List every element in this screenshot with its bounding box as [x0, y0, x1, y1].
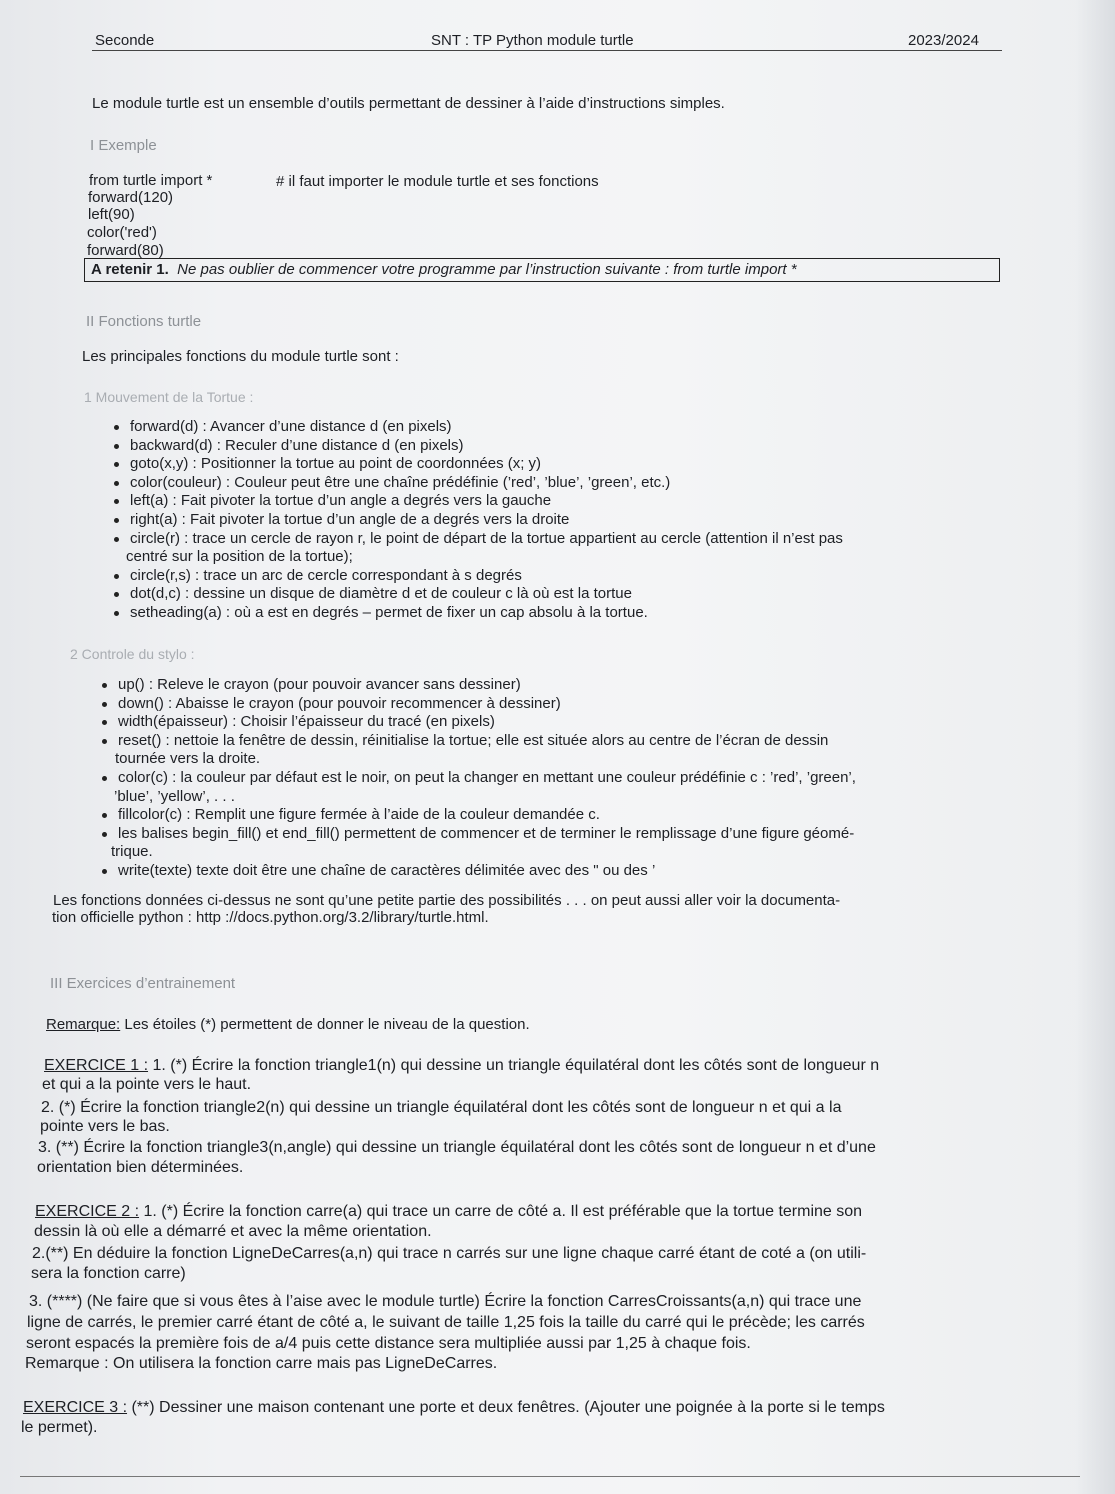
exercise-1-text: 1. (*) Écrire la fonction triangle1(n) qui dessine un triangle équilatéral dont les côtés sont de longueur n [148, 1057, 880, 1074]
subsection-1-title: 1 Mouvement de la Tortue : [84, 389, 254, 405]
retenir-label: A retenir 1. [91, 261, 169, 278]
list-item [130, 474, 843, 493]
code-line: forward(80) [87, 242, 164, 259]
list-item [118, 806, 856, 825]
list-item-text: fillcolor(c) : Remplit une figure fermée à l’aide de la couleur demandée c. [118, 806, 600, 824]
bullet-icon [102, 702, 107, 707]
list-item [130, 567, 843, 586]
list-item-text: color(c) : la couleur par défaut est le noir, on peut la changer en mettant une couleur prédéfinie c : ’red’, ’green’, [118, 768, 856, 786]
exercise-3-text: (**) Dessiner une maison contenant une porte et deux fenêtres. (Ajouter une poignée à la porte si le temps [127, 1399, 885, 1416]
list-item-text: circle(r,s) : trace un arc de cercle correspondant à s degrés [130, 566, 522, 584]
section-2-title: II Fonctions turtle [86, 313, 202, 330]
exercise-3-line [23, 1398, 885, 1417]
code-line: left(90) [88, 206, 135, 223]
list-item [130, 455, 843, 474]
bullet-icon [114, 481, 119, 486]
list-item-text: les balises begin_fill() et end_fill() permettent de commencer et de terminer le remplissage d’une figure géomé- [118, 824, 855, 842]
remark-label: Remarque: [46, 1016, 121, 1033]
list-item [118, 695, 856, 714]
list-item [114, 768, 856, 806]
bullet-icon [102, 683, 107, 688]
bullet-icon [114, 444, 119, 449]
list-item-text: color(couleur) : Couleur peut être une chaîne prédéfinie (’red’, ’blue’, ’green’, etc.) [130, 473, 671, 491]
list-item [115, 731, 856, 769]
list-item [118, 676, 856, 695]
exercise-2-line: 2.(**) En déduire la fonction LigneDeCarres(a,n) qui trace n carrés sur une ligne chaque carré étant de coté a (on utili- [32, 1245, 867, 1262]
bullet-icon [102, 739, 107, 744]
list-item-continuation: trique. [111, 843, 153, 861]
remark-line [46, 1016, 530, 1034]
intro-text: Le module turtle est un ensemble d’outils permettant de dessiner à l’aide d’instructions simples. [92, 95, 725, 112]
outro-line-1: Les fonctions données ci-dessus ne sont qu’une petite partie des possibilités . . . on peut aussi aller voir la documenta- [53, 892, 841, 909]
bottom-rule [20, 1476, 1080, 1477]
list-item-text: goto(x,y) : Positionner la tortue au point de coordonnées (x; y) [130, 455, 542, 473]
list-item [111, 824, 856, 862]
exercise-1-line: et qui a la pointe vers le haut. [42, 1076, 252, 1093]
exercise-1-label: EXERCICE 1 : [44, 1057, 149, 1074]
section-1-title: I Exemple [90, 137, 157, 154]
list-item-text: right(a) : Fait pivoter la tortue d’un angle de a degrés vers la droite [130, 510, 570, 528]
list-item [130, 437, 843, 456]
exercise-2-label: EXERCICE 2 : [35, 1203, 140, 1220]
header-title: SNT : TP Python module turtle [431, 32, 634, 49]
retenir-text: Ne pas oublier de commencer votre programme par l’instruction suivante : from turtle import * [177, 261, 797, 278]
exercise-3-label: EXERCICE 3 : [23, 1399, 128, 1416]
bullet-icon [102, 776, 107, 781]
list-item-text: reset() : nettoie la fenêtre de dessin, réinitialise la tortue; elle est située alors au centre de l’écran de dessin [118, 731, 829, 749]
code-line: forward(120) [88, 189, 174, 206]
bullet-icon [114, 611, 119, 616]
remark-text: Les étoiles (*) permettent de donner le niveau de la question. [120, 1016, 530, 1033]
list-item-text: width(épaisseur) : Choisir l’épaisseur du tracé (en pixels) [118, 713, 495, 731]
exercise-1-line: 2. (*) Écrire la fonction triangle2(n) qui dessine un triangle équilatéral dont les côtés sont de longueur n et qui a la [41, 1099, 842, 1116]
code-comment: # il faut importer le module turtle et ses fonctions [276, 173, 599, 190]
movement-list [126, 418, 843, 623]
list-item [130, 604, 843, 623]
list-item-text: forward(d) : Avancer d’une distance d (en pixels) [130, 418, 452, 435]
list-item [130, 585, 843, 604]
list-item-text: write(texte) texte doit être une chaîne de caractères délimitée avec des " ou des ’ [118, 861, 656, 879]
bullet-icon [114, 518, 119, 523]
bullet-icon [114, 537, 119, 542]
exercise-1-line: pointe vers le bas. [40, 1118, 170, 1135]
list-item-continuation: tournée vers la droite. [115, 750, 261, 768]
page-edge-shadow [1075, 0, 1115, 1494]
exercise-3-line: le permet). [21, 1419, 98, 1436]
exercise-2-line [35, 1202, 862, 1221]
list-item [118, 713, 856, 732]
list-item [118, 862, 856, 881]
pen-control-list [111, 676, 856, 881]
section-3-title: III Exercices d’entrainement [50, 975, 236, 992]
exercise-2-line: sera la fonction carre) [31, 1265, 186, 1282]
list-item-text: left(a) : Fait pivoter la tortue d’un angle a degrés vers la gauche [130, 492, 552, 510]
bullet-icon [102, 832, 107, 837]
header-year: 2023/2024 [908, 32, 979, 49]
subsection-2-title: 2 Controle du stylo : [70, 646, 195, 662]
retenir-box [84, 258, 1000, 282]
bullet-icon [102, 869, 107, 874]
exercise-2-line: ligne de carrés, le premier carré étant de côté a, le suivant de taille 1,25 fois la taille du carré qui le précède; les carrés [27, 1314, 865, 1331]
exercise-2-line: seront espacés la première fois de a/4 puis cette distance sera multipliée aussi par 1,25 à chaque fois. [26, 1335, 751, 1352]
header-class: Seconde [95, 32, 155, 49]
exercise-2-text: 1. (*) Écrire la fonction carre(a) qui trace un carre de côté a. Il est préférable que la tortue termine son [139, 1203, 863, 1220]
list-item [126, 529, 843, 567]
exercise-1-line: 3. (**) Écrire la fonction triangle3(n,angle) qui dessine un triangle équilatéral dont les côtés sont de longueur n et d’une [38, 1139, 876, 1156]
code-line: color('red') [87, 224, 157, 241]
list-item-text: up() : Releve le crayon (pour pouvoir avancer sans dessiner) [118, 676, 521, 693]
exercise-2-line: dessin là où elle a démarré et avec la même orientation. [34, 1223, 432, 1240]
list-item-text: dot(d,c) : dessine un disque de diamètre d et de couleur c là où est la tortue [130, 585, 632, 603]
list-item-continuation: centré sur la position de la tortue); [126, 548, 353, 566]
code-line: from turtle import * [89, 172, 213, 189]
exercise-1-line [44, 1056, 879, 1075]
list-item-continuation: ’blue’, ’yellow’, . . . [114, 787, 235, 805]
bullet-icon [114, 574, 119, 579]
section-2-intro: Les principales fonctions du module turtle sont : [82, 348, 399, 365]
list-item [130, 511, 843, 530]
exercise-1-line: orientation bien déterminées. [37, 1159, 244, 1176]
exercise-2-line: Remarque : On utilisera la fonction carre mais pas LigneDeCarres. [25, 1355, 498, 1372]
list-item [130, 418, 843, 437]
list-item-text: setheading(a) : où a est en degrés – permet de fixer un cap absolu à la tortue. [130, 603, 648, 621]
outro-line-2: tion officielle python : http ://docs.python.org/3.2/library/turtle.html. [52, 909, 489, 926]
list-item [130, 492, 843, 511]
header-rule [92, 50, 1002, 51]
list-item-text: down() : Abaisse le crayon (pour pouvoir recommencer à dessiner) [118, 694, 561, 712]
list-item-text: circle(r) : trace un cercle de rayon r, le point de départ de la tortue appartient au cercle (attention il n’est pas [130, 529, 843, 547]
exercise-2-line: 3. (****) (Ne faire que si vous êtes à l’aise avec le module turtle) Écrire la fonction CarresCroissants(a,n) qui trace une [29, 1293, 862, 1310]
bullet-icon [114, 425, 119, 430]
list-item-text: backward(d) : Reculer d’une distance d (en pixels) [130, 436, 464, 454]
